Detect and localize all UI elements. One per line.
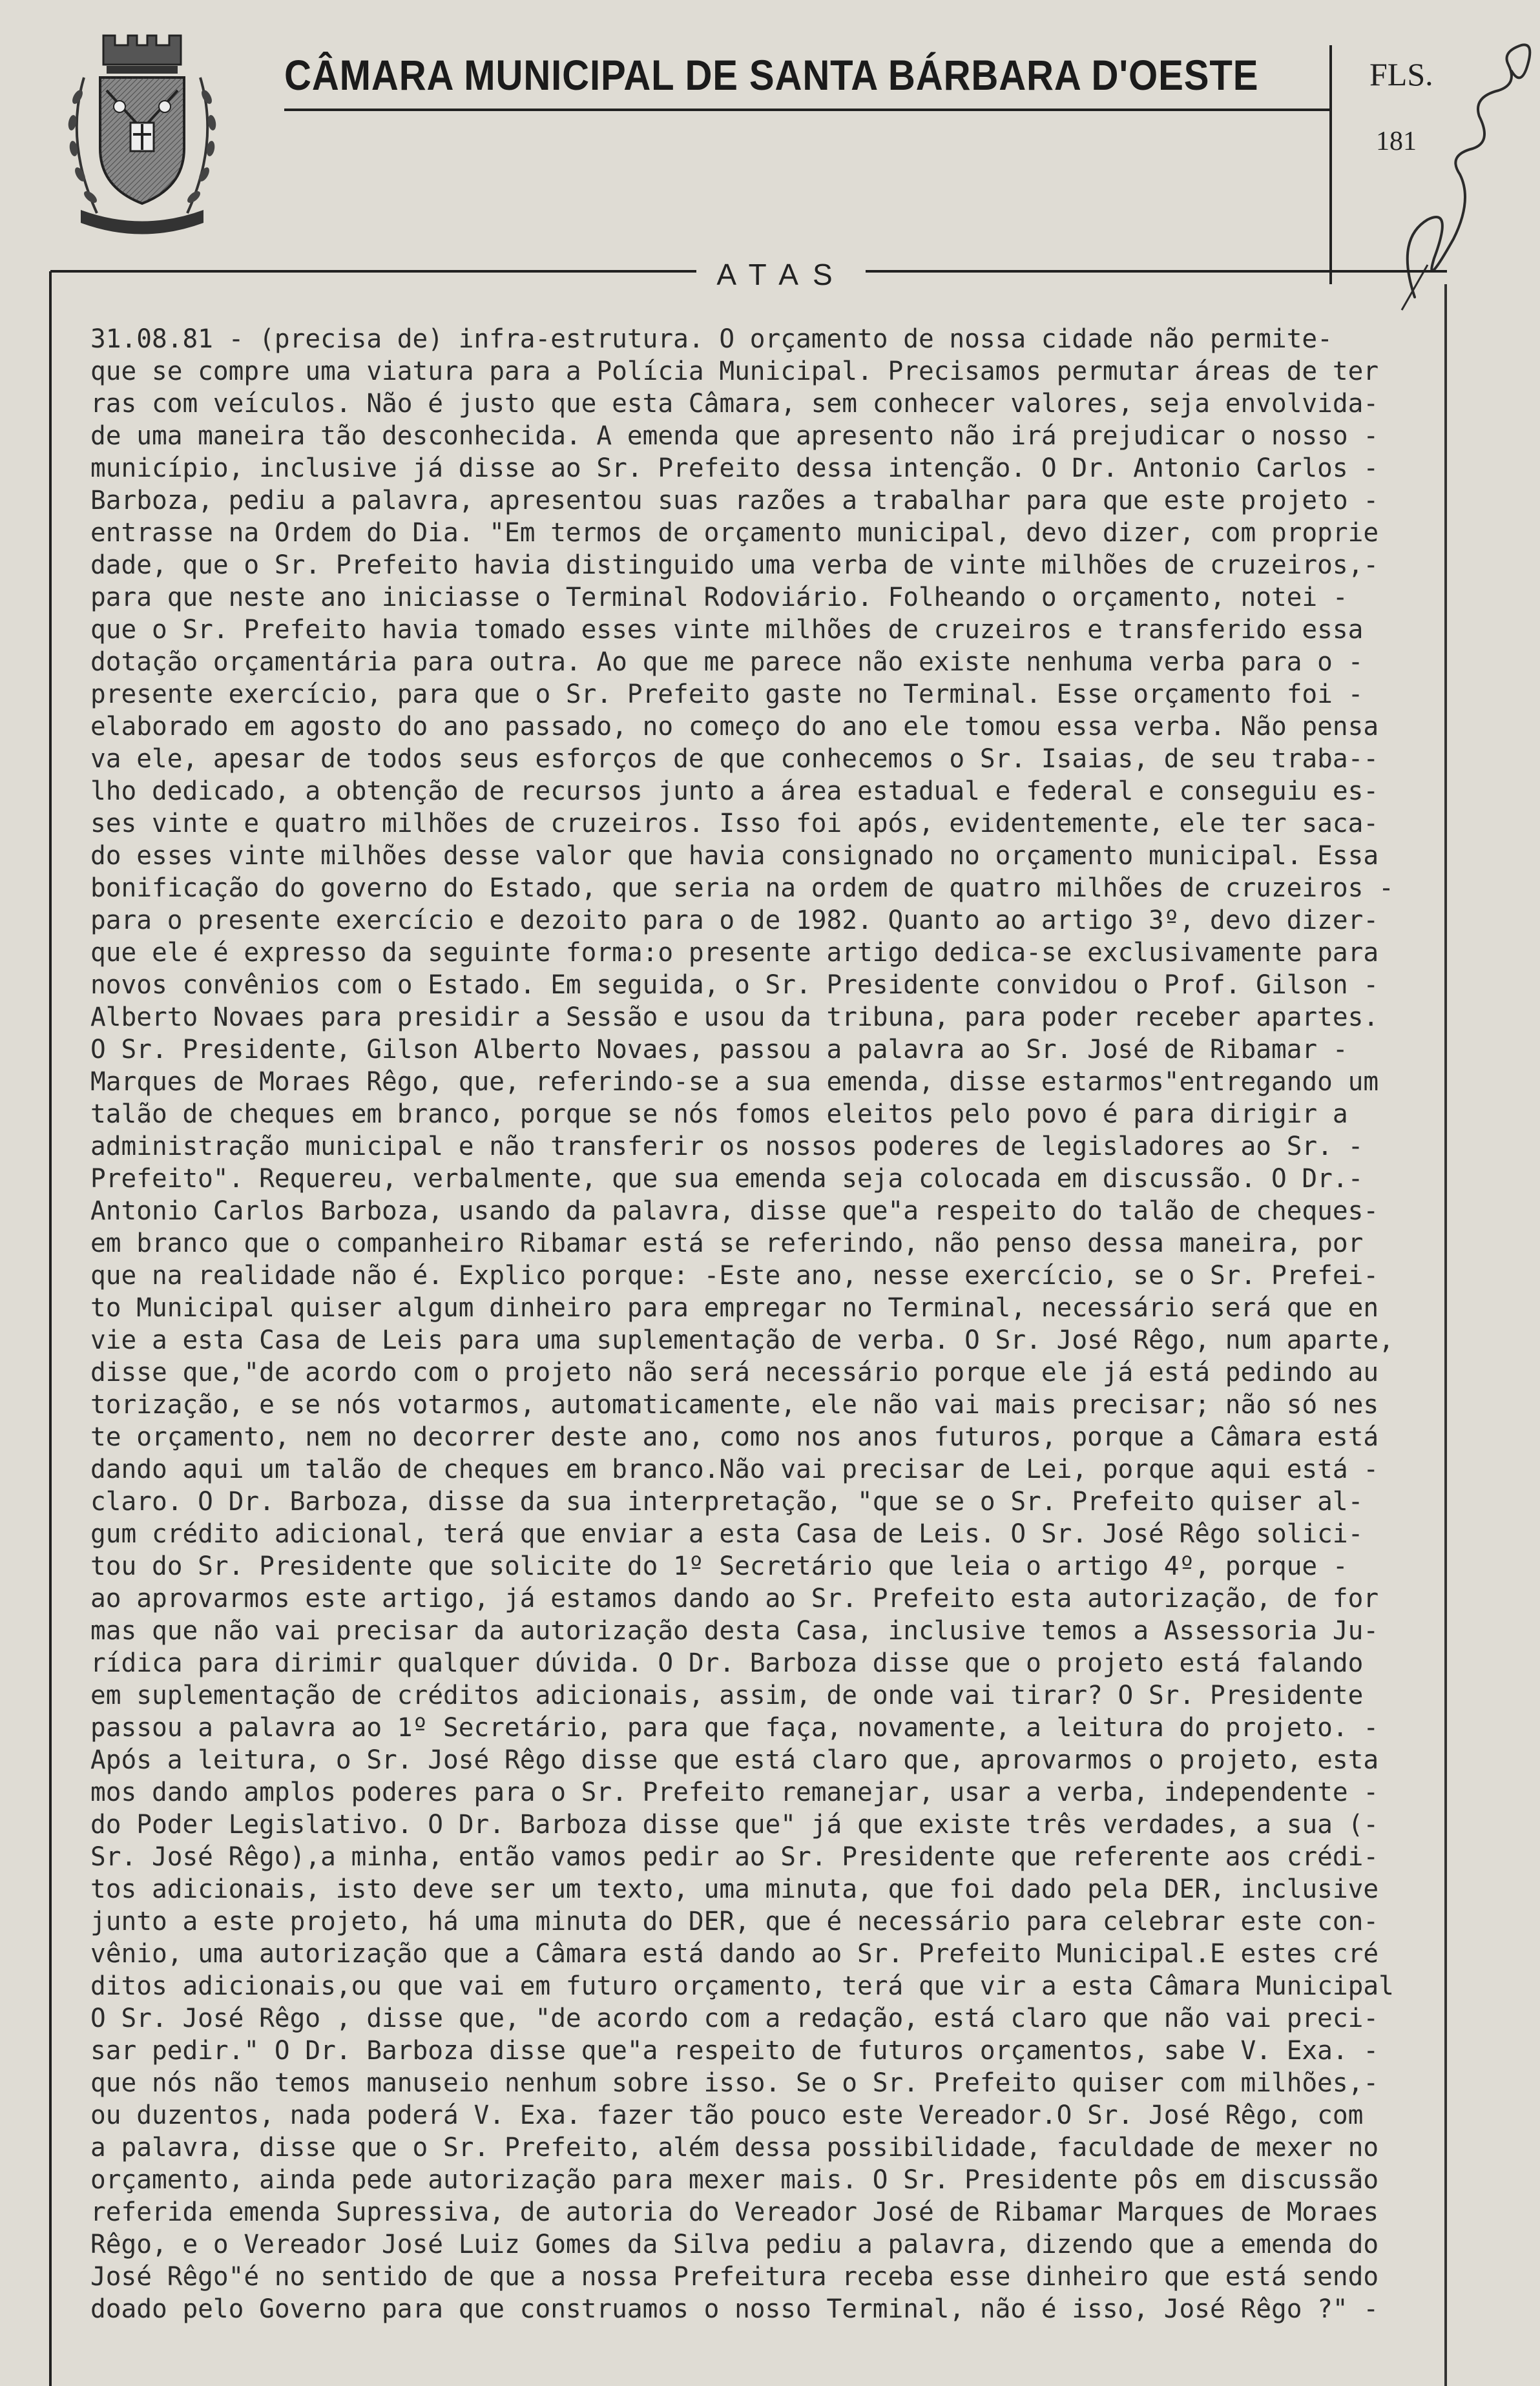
minutes-line: gum crédito adicional, terá que enviar a esta Casa de Leis. O Sr. José Rêgo solici- [90, 1519, 1364, 1549]
minutes-line: ou duzentos, nada poderá V. Exa. fazer tão pouco este Vereador.O Sr. José Rêgo, com [90, 2101, 1364, 2130]
minutes-line: Após a leitura, o Sr. José Rêgo disse que está claro que, aprovarmos o projeto, esta [90, 1745, 1379, 1775]
minutes-line: Barboza, pediu a palavra, apresentou suas razões a trabalhar para que este projeto - [90, 486, 1379, 515]
minutes-line: Alberto Novaes para presidir a Sessão e usou da tribuna, para poder receber apartes. [90, 1002, 1379, 1032]
minutes-line: mos dando amplos poderes para o Sr. Prefeito remanejar, usar a verba, independente - [90, 1778, 1379, 1807]
minutes-line: tos adicionais, isto deve ser um texto, uma minuta, que foi dado pela DER, inclusive [90, 1874, 1379, 1904]
chamber-title: CÂMARA MUNICIPAL DE SANTA BÁRBARA D'OESTE [284, 51, 1259, 99]
section-title: ATAS [716, 258, 847, 291]
minutes-line: talão de cheques em branco, porque se nós fomos eleitos pelo povo é para dirigir a [90, 1099, 1348, 1129]
minutes-body [90, 323, 1453, 2325]
minutes-line: orçamento, ainda pede autorização para mexer mais. O Sr. Presidente pôs em discussão [90, 2165, 1379, 2195]
minutes-line: mas que não vai precisar da autorização desta Casa, inclusive temos a Assessoria Ju- [90, 1616, 1379, 1646]
minutes-line: lho dedicado, a obtenção de recursos junto a área estadual e federal e conseguiu es- [90, 776, 1379, 806]
minutes-line: para que neste ano iniciasse o Terminal Rodoviário. Folheando o orçamento, notei - [90, 583, 1348, 612]
minutes-line: que nós não temos manuseio nenhum sobre isso. Se o Sr. Prefeito quiser com milhões,- [90, 2068, 1379, 2098]
minutes-line: passou a palavra ao 1º Secretário, para que faça, novamente, a leitura do projeto. - [90, 1713, 1379, 1743]
header-rule [284, 109, 1331, 111]
minutes-line: tou do Sr. Presidente que solicite do 1º Secretário que leia o artigo 4º, porque - [90, 1551, 1348, 1581]
minutes-line: Sr. José Rêgo),a minha, então vamos pedir ao Sr. Presidente que referente aos crédi- [90, 1842, 1379, 1872]
minutes-line: Rêgo, e o Vereador José Luiz Gomes da Silva pediu a palavra, dizendo que a emenda do [90, 2230, 1379, 2259]
minutes-line: Marques de Moraes Rêgo, que, referindo-se a sua emenda, disse estarmos"entregando um [90, 1067, 1379, 1097]
minutes-line: que ele é expresso da seguinte forma:o presente artigo dedica-se exclusivamente para [90, 938, 1379, 968]
minutes-line: dade, que o Sr. Prefeito havia distinguido uma verba de vinte milhões de cruzeiros,- [90, 550, 1379, 580]
minutes-line: rídica para dirimir qualquer dúvida. O Dr. Barboza disse que o projeto está falando [90, 1648, 1364, 1678]
minutes-line: bonificação do governo do Estado, que seria na ordem de quatro milhões de cruzeiros - [90, 873, 1394, 903]
minutes-line: ditos adicionais,ou que vai em futuro orçamento, terá que vir a esta Câmara Municipal [90, 1971, 1394, 2001]
minutes-line: presente exercício, para que o Sr. Prefeito gaste no Terminal. Esse orçamento foi - [90, 679, 1364, 709]
minutes-line: va ele, apesar de todos seus esforços de que conhecemos o Sr. Isaias, de seu traba-- [90, 744, 1379, 774]
minutes-line: to Municipal quiser algum dinheiro para empregar no Terminal, necessário será que en [90, 1293, 1379, 1323]
minutes-line: vênio, uma autorização que a Câmara está dando ao Sr. Prefeito Municipal.E estes cré [90, 1939, 1379, 1969]
minutes-line: disse que,"de acordo com o projeto não será necessário porque ele já está pedindo au [90, 1358, 1379, 1387]
minutes-line: a palavra, disse que o Sr. Prefeito, além dessa possibilidade, faculdade de mexer no [90, 2133, 1379, 2163]
minutes-line: te orçamento, nem no decorrer deste ano, como nos anos futuros, porque a Câmara está [90, 1422, 1379, 1452]
minutes-line: referida emenda Supressiva, de autoria do Vereador José de Ribamar Marques de Moraes [90, 2197, 1379, 2227]
minutes-line: Prefeito". Requereu, verbalmente, que sua emenda seja colocada em discussão. O Dr.- [90, 1164, 1364, 1194]
minutes-line: O Sr. Presidente, Gilson Alberto Novaes, passou a palavra ao Sr. José de Ribamar - [90, 1035, 1348, 1064]
minutes-line: em suplementação de créditos adicionais, assim, de onde vai tirar? O Sr. Presidente [90, 1681, 1364, 1710]
minutes-line: dando aqui um talão de cheques em branco.Não vai precisar de Lei, porque aqui está - [90, 1455, 1379, 1484]
minutes-line: administração municipal e não transferir os nossos poderes de legisladores ao Sr. - [90, 1132, 1364, 1161]
municipal-crest-icon [58, 26, 226, 239]
minutes-line: O Sr. José Rêgo , disse que, "de acordo com a redação, está claro que não vai preci- [90, 2004, 1379, 2033]
minutes-line: entrasse na Ordem do Dia. "Em termos de orçamento municipal, devo dizer, com proprie [90, 518, 1379, 548]
minutes-line: de uma maneira tão desconhecida. A emenda que apresento não irá prejudicar o nosso - [90, 421, 1379, 451]
minutes-line: vie a esta Casa de Leis para uma suplementação de verba. O Sr. José Rêgo, num aparte, [90, 1325, 1394, 1355]
frame-left [49, 271, 52, 2386]
minutes-line: Antonio Carlos Barboza, usando da palavra, disse que"a respeito do talão de cheques- [90, 1196, 1379, 1226]
frame-top-right [866, 270, 1447, 273]
frame-top-left [50, 270, 696, 273]
minutes-line: que se compre uma viatura para a Polícia Municipal. Precisamos permutar áreas de ter [90, 357, 1379, 386]
minutes-line: claro. O Dr. Barboza, disse da sua interpretação, "que se o Sr. Prefeito quiser al- [90, 1487, 1364, 1517]
header-divider [1329, 45, 1332, 284]
minutes-line: município, inclusive já disse ao Sr. Prefeito dessa intenção. O Dr. Antonio Carlos - [90, 453, 1379, 483]
minutes-line: do Poder Legislativo. O Dr. Barboza disse que" já que existe três verdades, a sua (- [90, 1810, 1379, 1840]
minutes-line: em branco que o companheiro Ribamar está se referindo, não penso dessa maneira, por [90, 1229, 1364, 1258]
minutes-line: ao aprovarmos este artigo, já estamos dando ao Sr. Prefeito esta autorização, de for [90, 1584, 1379, 1613]
minutes-line: José Rêgo"é no sentido de que a nossa Prefeitura receba esse dinheiro que está sendo [90, 2262, 1379, 2292]
minutes-line: que o Sr. Prefeito havia tomado esses vinte milhões de cruzeiros e transferido essa [90, 615, 1364, 645]
minutes-line: torização, e se nós votarmos, automaticamente, ele não vai mais precisar; não só nes [90, 1390, 1379, 1420]
minutes-line: novos convênios com o Estado. Em seguida, o Sr. Presidente convidou o Prof. Gilson - [90, 970, 1379, 1000]
signature-rubric [1389, 26, 1537, 323]
minutes-line: sar pedir." O Dr. Barboza disse que"a respeito de futuros orçamentos, sabe V. Exa. - [90, 2036, 1379, 2066]
fls-label: FLS. [1369, 56, 1433, 92]
minutes-line: ras com veículos. Não é justo que esta Câmara, sem conhecer valores, seja envolvida- [90, 389, 1379, 419]
minutes-line: ses vinte e quatro milhões de cruzeiros. Isso foi após, evidentemente, ele ter saca- [90, 809, 1379, 838]
minutes-line: 31.08.81 - (precisa de) infra-estrutura. O orçamento de nossa cidade não permite- [90, 324, 1333, 354]
minutes-line: doado pelo Governo para que construamos o nosso Terminal, não é isso, José Rêgo ?" - [90, 2294, 1379, 2324]
minutes-line: que na realidade não é. Explico porque: -Este ano, nesse exercício, se o Sr. Prefei- [90, 1261, 1379, 1291]
folio-number: 181 [1376, 127, 1417, 156]
minutes-line: do esses vinte milhões desse valor que havia consignado no orçamento municipal. Essa [90, 841, 1379, 871]
minutes-line: para o presente exercício e dezoito para o de 1982. Quanto ao artigo 3º, devo dizer- [90, 906, 1379, 935]
minutes-line: dotação orçamentária para outra. Ao que me parece não existe nenhuma verba para o - [90, 647, 1364, 677]
minutes-line: elaborado em agosto do ano passado, no começo do ano ele tomou essa verba. Não pensa [90, 712, 1379, 742]
minutes-line: junto a este projeto, há uma minuta do DER, que é necessário para celebrar este con- [90, 1907, 1379, 1936]
